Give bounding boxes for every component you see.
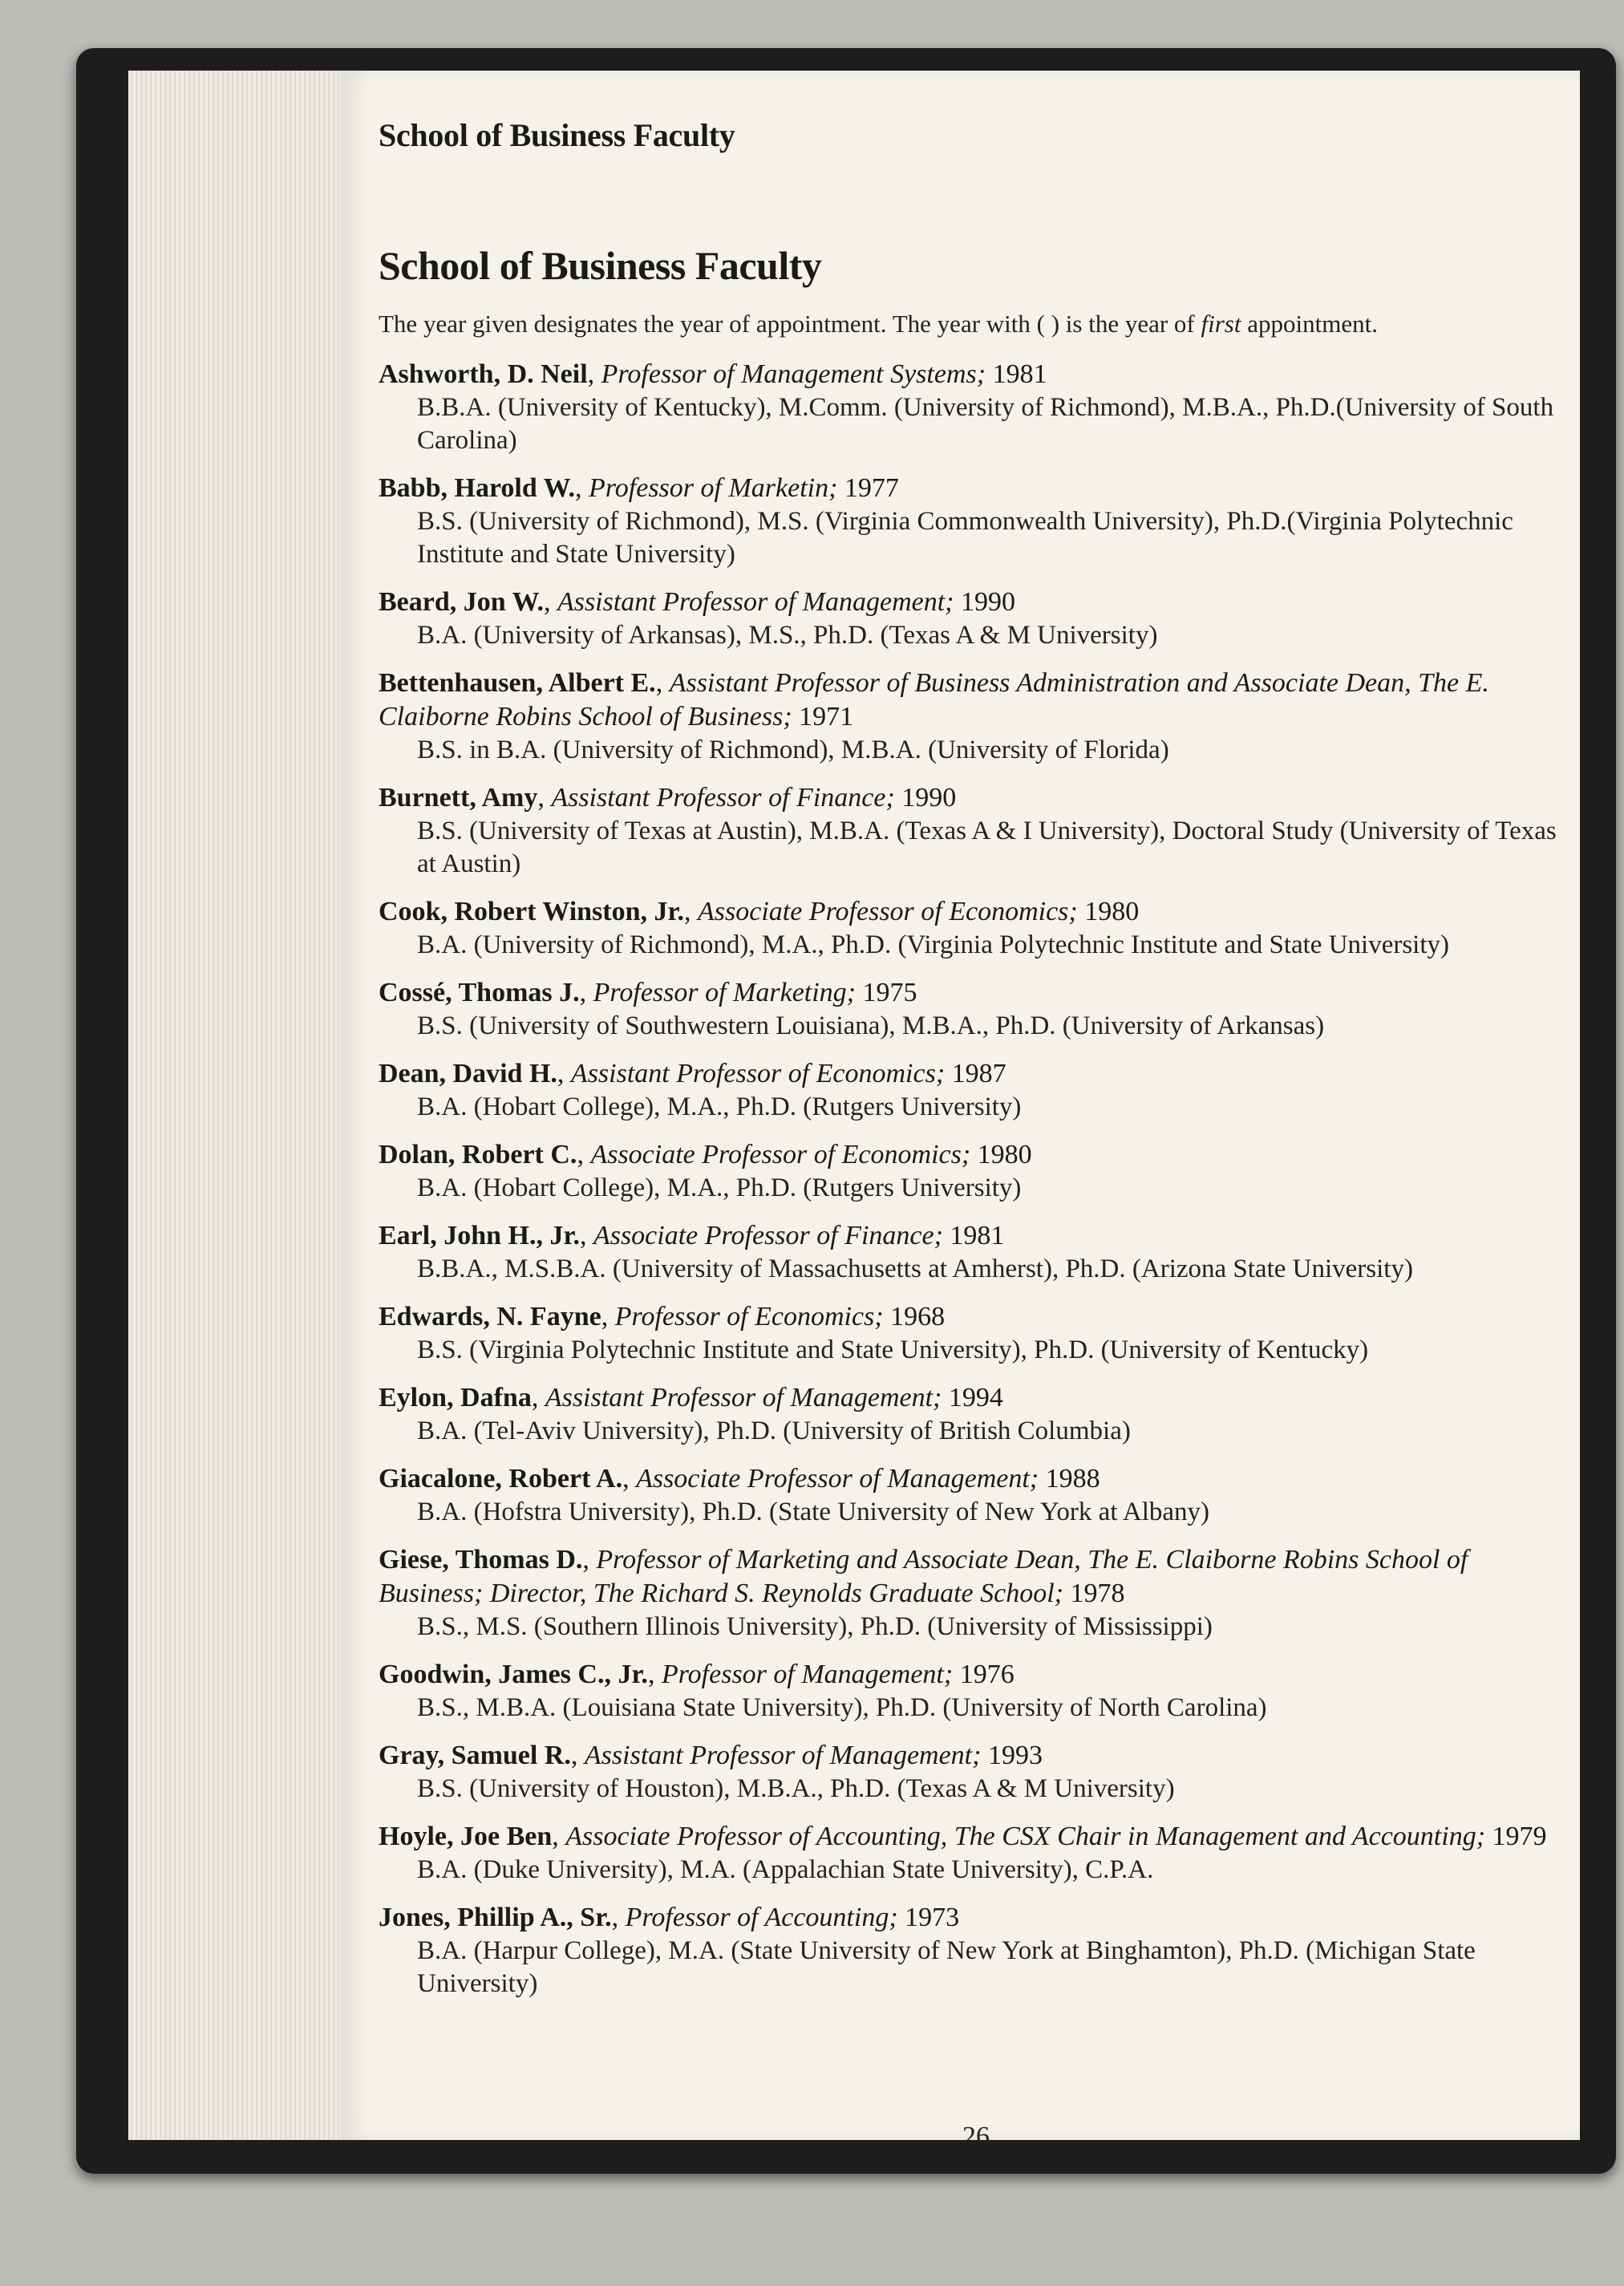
faculty-entry	[379, 358, 1573, 457]
faculty-degrees: B.A. (Harpur College), M.A. (State University of New York at Binghamton), Ph.D. (Michigan State University)	[417, 1936, 1476, 1998]
faculty-name: Babb, Harold W.	[379, 473, 576, 503]
faculty-title: Associate Professor of Economics;	[590, 1140, 971, 1169]
faculty-name: Dean, David H.	[379, 1059, 557, 1088]
faculty-heading: Cook, Robert Winston, Jr., Associate Professor of Economics; 1980	[379, 897, 1140, 926]
faculty-title: Professor of Accounting;	[625, 1903, 898, 1932]
faculty-name: Giese, Thomas D.	[379, 1545, 583, 1575]
faculty-title: Associate Professor of Accounting, The CSX Chair in Management and Accounting;	[565, 1822, 1486, 1851]
faculty-title: Assistant Professor of Economics;	[570, 1059, 946, 1088]
faculty-name: Edwards, N. Fayne	[379, 1302, 601, 1331]
faculty-entry	[379, 781, 1573, 881]
faculty-entry	[379, 1820, 1573, 1887]
faculty-degrees: B.A. (Hobart College), M.A., Ph.D. (Rutgers University)	[417, 1092, 1022, 1121]
faculty-name: Beard, Jon W.	[379, 587, 544, 617]
faculty-list	[379, 358, 1573, 2000]
faculty-heading: Giacalone, Robert A., Associate Professor of Management; 1988	[379, 1464, 1100, 1494]
faculty-heading: Cossé, Thomas J., Professor of Marketing; 1975	[379, 978, 917, 1007]
faculty-name: Gray, Samuel R.	[379, 1741, 571, 1770]
faculty-entry	[379, 667, 1573, 767]
faculty-name: Dolan, Robert C.	[379, 1140, 577, 1169]
faculty-name: Giacalone, Robert A.	[379, 1464, 623, 1494]
faculty-entry	[379, 1138, 1573, 1205]
faculty-entry	[379, 1658, 1573, 1725]
faculty-title: Associate Professor of Management;	[636, 1464, 1039, 1494]
faculty-entry	[379, 1219, 1573, 1286]
appointment-year: 1988	[1045, 1464, 1100, 1494]
faculty-title: Professor of Marketin;	[589, 473, 838, 503]
faculty-degrees: B.A. (University of Richmond), M.A., Ph.D. (Virginia Polytechnic Institute and State University)	[417, 930, 1449, 959]
appointment-year: 1979	[1492, 1822, 1547, 1851]
faculty-entry	[379, 1543, 1573, 1644]
faculty-heading: Goodwin, James C., Jr., Professor of Management; 1976	[379, 1660, 1014, 1689]
faculty-name: Bettenhausen, Albert E.	[379, 668, 656, 698]
faculty-entry	[379, 895, 1573, 962]
faculty-title: Professor of Management;	[661, 1660, 954, 1689]
appointment-year: 1993	[987, 1741, 1043, 1770]
faculty-entry	[379, 976, 1573, 1043]
faculty-entry	[379, 1057, 1573, 1124]
appointment-year: 1980	[1084, 897, 1140, 926]
faculty-heading: Babb, Harold W., Professor of Marketin; 1977	[379, 473, 899, 503]
faculty-title: Professor of Economics;	[614, 1302, 884, 1331]
appointment-year: 1973	[905, 1903, 960, 1932]
faculty-title: Professor of Management Systems;	[601, 359, 986, 389]
faculty-heading: Edwards, N. Fayne, Professor of Economics; 1968	[379, 1302, 946, 1331]
faculty-heading: Hoyle, Joe Ben, Associate Professor of Accounting, The CSX Chair in Management and Accounting; 1979	[379, 1822, 1547, 1851]
appointment-year: 1987	[951, 1059, 1006, 1088]
faculty-degrees: B.A. (University of Arkansas), M.S., Ph.D. (Texas A & M University)	[417, 621, 1158, 650]
faculty-entry	[379, 1462, 1573, 1529]
faculty-degrees: B.S. (University of Texas at Austin), M.B.A. (Texas A & I University), Doctoral Study (University of Texas at Austin)	[417, 817, 1557, 878]
faculty-degrees: B.A. (Tel-Aviv University), Ph.D. (University of British Columbia)	[417, 1417, 1131, 1445]
faculty-name: Earl, John H., Jr.	[379, 1221, 580, 1250]
faculty-name: Cossé, Thomas J.	[379, 978, 580, 1007]
appointment-year: 1994	[948, 1383, 1003, 1413]
faculty-name: Eylon, Dafna	[379, 1383, 532, 1413]
appointment-year: 1990	[961, 587, 1015, 617]
faculty-entry	[379, 1300, 1573, 1367]
faculty-degrees: B.A. (Duke University), M.A. (Appalachian State University), C.P.A.	[417, 1855, 1154, 1884]
faculty-heading: Giese, Thomas D., Professor of Marketing and Associate Dean, The E. Claiborne Robins School of Business; Director, The Richard S. Reynolds Graduate School; 1978	[379, 1545, 1468, 1608]
faculty-entry	[379, 1739, 1573, 1806]
faculty-degrees: B.S. (University of Southwestern Louisiana), M.B.A., Ph.D. (University of Arkansas)	[417, 1011, 1325, 1040]
intro-text	[379, 308, 1573, 340]
page-number: 26	[962, 2122, 990, 2151]
appointment-year: 1975	[862, 978, 917, 1007]
faculty-name: Cook, Robert Winston, Jr.	[379, 897, 684, 926]
faculty-entry	[379, 472, 1573, 571]
faculty-degrees: B.S. (Virginia Polytechnic Institute and State University), Ph.D. (University of Kentucky)	[417, 1336, 1369, 1364]
appointment-year: 1971	[799, 702, 854, 732]
faculty-name: Hoyle, Joe Ben	[379, 1822, 553, 1851]
faculty-degrees: B.S., M.B.A. (Louisiana State University), Ph.D. (University of North Carolina)	[417, 1693, 1267, 1722]
appointment-year: 1976	[959, 1660, 1014, 1689]
page-content	[379, 116, 1573, 2154]
faculty-title: Professor of Marketing and Associate Dean, The E. Claiborne Robins School of Business; Director, The Richard S. Reynolds Graduate School;	[379, 1545, 1468, 1608]
running-head: School of Business Faculty	[379, 117, 735, 153]
faculty-degrees: B.S. (University of Houston), M.B.A., Ph.D. (Texas A & M University)	[417, 1774, 1175, 1803]
appointment-year: 1981	[992, 359, 1047, 389]
faculty-degrees: B.S., M.S. (Southern Illinois University), Ph.D. (University of Mississippi)	[417, 1612, 1213, 1641]
faculty-title: Associate Professor of Economics;	[698, 897, 1078, 926]
faculty-name: Goodwin, James C., Jr.	[379, 1660, 648, 1689]
faculty-heading: Jones, Phillip A., Sr., Professor of Accounting; 1973	[379, 1903, 960, 1932]
faculty-heading: Burnett, Amy, Assistant Professor of Finance; 1990	[379, 783, 957, 813]
faculty-title: Assistant Professor of Management;	[584, 1741, 982, 1770]
faculty-title: Assistant Professor of Business Administration and Associate Dean, The E. Claiborne Robins School of Business;	[379, 668, 1489, 732]
intro-before: The year given designates the year of appointment. The year with ( ) is the year of	[379, 310, 1201, 338]
faculty-degrees: B.A. (Hofstra University), Ph.D. (State University of New York at Albany)	[417, 1498, 1210, 1526]
faculty-title: Professor of Marketing;	[593, 978, 857, 1007]
faculty-name: Burnett, Amy	[379, 783, 538, 813]
appointment-year: 1977	[844, 473, 899, 503]
faculty-title: Assistant Professor of Finance;	[551, 783, 895, 813]
section-title: School of Business Faculty	[379, 243, 822, 288]
faculty-heading: Beard, Jon W., Assistant Professor of Management; 1990	[379, 587, 1015, 617]
faculty-entry	[379, 1381, 1573, 1448]
intro-after: appointment.	[1241, 310, 1378, 338]
appointment-year: 1981	[950, 1221, 1005, 1250]
appointment-year: 1978	[1070, 1579, 1125, 1608]
faculty-entry	[379, 1901, 1573, 2000]
faculty-title: Assistant Professor of Management;	[545, 1383, 942, 1413]
faculty-degrees: B.B.A., M.S.B.A. (University of Massachusetts at Amherst), Ph.D. (Arizona State University)	[417, 1254, 1413, 1283]
faculty-heading: Dean, David H., Assistant Professor of Economics; 1987	[379, 1059, 1006, 1088]
appointment-year: 1968	[890, 1302, 946, 1331]
appointment-year: 1980	[977, 1140, 1032, 1169]
faculty-heading: Eylon, Dafna, Assistant Professor of Management; 1994	[379, 1383, 1003, 1413]
page-edges	[128, 71, 342, 2140]
faculty-heading: Gray, Samuel R., Assistant Professor of Management; 1993	[379, 1741, 1043, 1770]
intro-emphasis: first	[1201, 310, 1241, 338]
faculty-heading: Ashworth, D. Neil, Professor of Management Systems; 1981	[379, 359, 1047, 389]
faculty-heading: Earl, John H., Jr., Associate Professor of Finance; 1981	[379, 1221, 1005, 1250]
appointment-year: 1990	[901, 783, 957, 813]
faculty-heading: Dolan, Robert C., Associate Professor of Economics; 1980	[379, 1140, 1032, 1169]
faculty-heading: Bettenhausen, Albert E., Assistant Professor of Business Administration and Associate Dean, The E. Claiborne Robins School of Business; 1971	[379, 668, 1489, 732]
faculty-entry	[379, 586, 1573, 652]
faculty-degrees: B.S. (University of Richmond), M.S. (Virginia Commonwealth University), Ph.D.(Virginia Polytechnic Institute and State University)	[417, 507, 1513, 569]
faculty-degrees: B.S. in B.A. (University of Richmond), M.B.A. (University of Florida)	[417, 736, 1169, 764]
faculty-name: Jones, Phillip A., Sr.	[379, 1903, 612, 1932]
faculty-title: Assistant Professor of Management;	[557, 587, 954, 617]
faculty-degrees: B.A. (Hobart College), M.A., Ph.D. (Rutgers University)	[417, 1173, 1022, 1202]
faculty-title: Associate Professor of Finance;	[593, 1221, 943, 1250]
faculty-name: Ashworth, D. Neil	[379, 359, 588, 389]
faculty-degrees: B.B.A. (University of Kentucky), M.Comm. (University of Richmond), M.B.A., Ph.D.(University of South Carolina)	[417, 393, 1554, 455]
